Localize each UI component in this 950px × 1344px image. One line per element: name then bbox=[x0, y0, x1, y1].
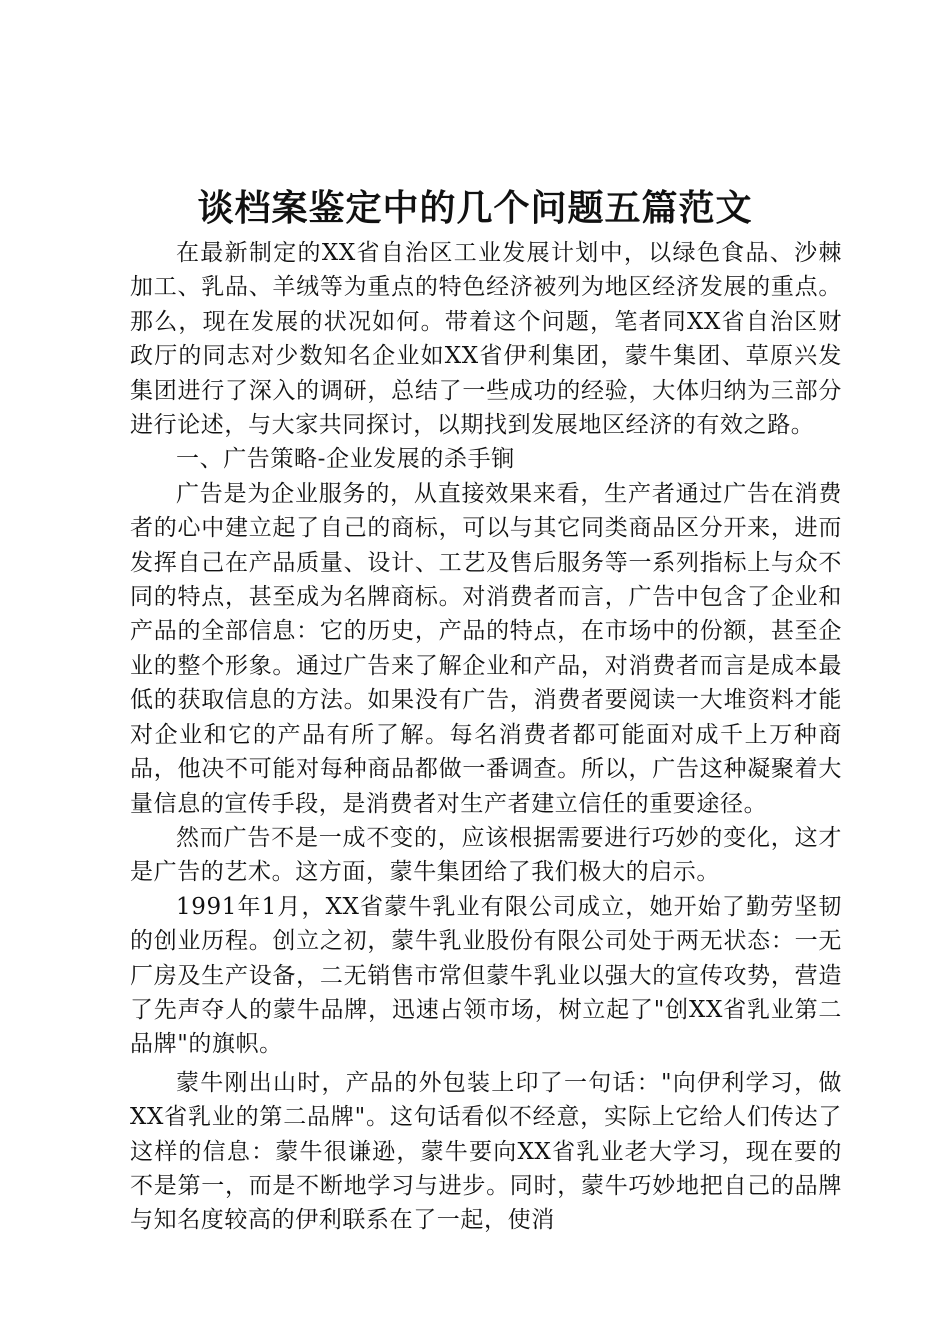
paragraph-mengniu-founding: 1991年1月，XX省蒙牛乳业有限公司成立，她开始了勤劳坚韧的创业历程。创立之初，蒙牛乳业股份有限公司处于两无状态：一无厂房及生产设备，二无销售市常但蒙牛乳业以强大的宣传攻势，营造了先声夺人的蒙牛品牌，迅速占领市场，树立起了"创XX省乳业第二品牌"的旗帜。 bbox=[130, 893, 842, 1058]
paragraph-advertising-art: 然而广告不是一成不变的，应该根据需要进行巧妙的变化，这才是广告的艺术。这方面，蒙牛集团给了我们极大的启示。 bbox=[130, 824, 842, 886]
paragraph-advertising-role: 广告是为企业服务的，从直接效果来看，生产者通过广告在消费者的心中建立起了自己的商标，可以与其它同类商品区分开来，进而发挥自己在产品质量、设计、工艺及售后服务等一系列指标上与众不同的特点，甚至成为名牌商标。对消费者而言，广告中包含了企业和产品的全部信息：它的历史，产品的特点，在市场中的份额，甚至企业的整个形象。通过广告来了解企业和产品，对消费者而言是成本最低的获取信息的方法。如果没有广告，消费者要阅读一大堆资料才能对企业和它的产品有所了解。每名消费者都可能面对成千上万种商品，他决不可能对每种商品都做一番调查。所以，广告这种凝聚着大量信息的宣传手段，是消费者对生产者建立信任的重要途径。 bbox=[130, 480, 842, 817]
paragraph-mengniu-slogan: 蒙牛刚出山时，产品的外包装上印了一句话："向伊利学习，做XX省乳业的第二品牌"。这句话看似不经意，实际上它给人们传达了这样的信息：蒙牛很谦逊，蒙牛要向XX省乳业老大学习，现在要的不是第一，而是不断地学习与进步。同时，蒙牛巧妙地把自己的品牌与知名度较高的伊利联系在了一起，使消 bbox=[130, 1069, 842, 1234]
paragraph-intro: 在最新制定的XX省自治区工业发展计划中，以绿色食品、沙棘加工、乳品、羊绒等为重点的特色经济被列为地区经济发展的重点。那么，现在发展的状况如何。带着这个问题，笔者同XX省自治区财政厅的同志对少数知名企业如XX省伊利集团，蒙牛集团、草原兴发集团进行了深入的调研，总结了一些成功的经验，大体归纳为三部分进行论述，与大家共同探讨，以期找到发展地区经济的有效之路。 bbox=[130, 240, 842, 439]
document-title: 谈档案鉴定中的几个问题五篇范文 bbox=[197, 188, 753, 229]
document-body bbox=[130, 236, 842, 1238]
section-heading-advertising-strategy: 一、广告策略-企业发展的杀手锏 bbox=[176, 446, 515, 473]
